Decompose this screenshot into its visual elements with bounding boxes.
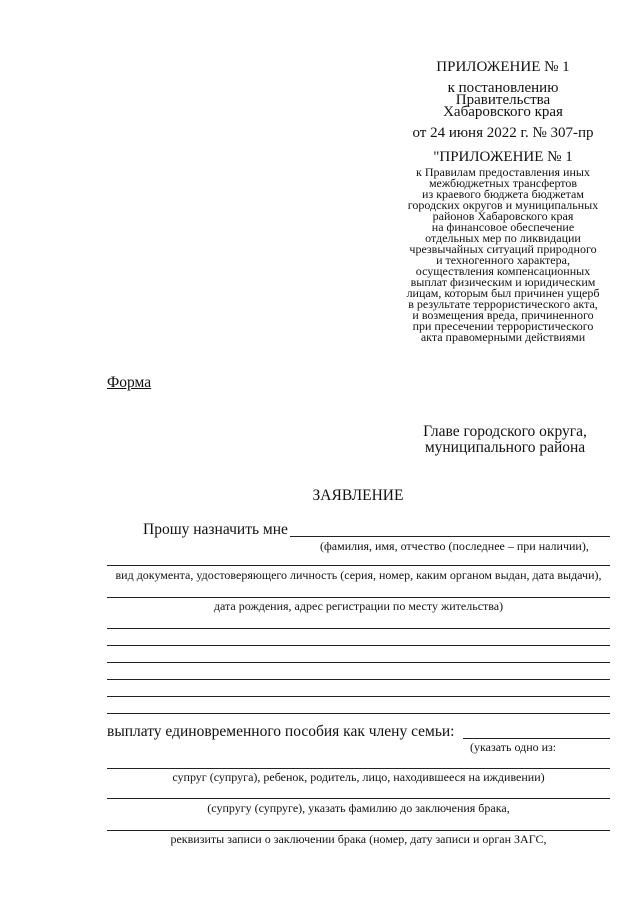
appendix-title: ПРИЛОЖЕНИЕ № 1 bbox=[436, 59, 570, 75]
payment-label: выплату единовременного пособия как члену семьи: bbox=[107, 723, 455, 740]
relation-detail-input-line[interactable] bbox=[107, 768, 610, 769]
rules-line: отдельных мер по ликвидации bbox=[425, 231, 581, 245]
addressee bbox=[410, 424, 600, 456]
rules-line: к Правилам предоставления иных bbox=[416, 165, 590, 179]
rules-line: и техногенного характера, bbox=[436, 253, 570, 267]
rules-line: лицам, которым был причинен ущерб bbox=[406, 286, 600, 300]
rules-line: районов Хабаровского края bbox=[432, 209, 574, 223]
document-title: ЗАЯВЛЕНИЕ bbox=[312, 487, 404, 504]
document-input-line[interactable] bbox=[107, 565, 610, 566]
blank-input-line[interactable] bbox=[107, 713, 610, 714]
rules-line: в результате террористического акта, bbox=[408, 297, 598, 311]
maiden-name-input-line[interactable] bbox=[107, 798, 610, 799]
rules-line: осуществления компенсационных bbox=[415, 264, 591, 278]
resolution-line-2: Правительства bbox=[455, 92, 551, 108]
resolution-line-1: к постановлению bbox=[447, 80, 559, 96]
blank-input-line[interactable] bbox=[107, 696, 610, 697]
relation-input-line[interactable] bbox=[463, 738, 610, 739]
rules-line: чрезвычайных ситуаций природного bbox=[409, 242, 597, 256]
fio-input-line[interactable] bbox=[290, 536, 610, 537]
birth-address-input-line[interactable] bbox=[107, 597, 610, 598]
request-label: Прошу назначить мне bbox=[143, 521, 288, 538]
rules-line: городских округов и муниципальных bbox=[407, 198, 599, 212]
rules-line: и возмещения вреда, причиненного bbox=[412, 308, 594, 322]
caption-relation: супруг (супруга), ребенок, родитель, лицо, находившееся на иждивении) bbox=[172, 770, 545, 784]
rules-line: выплат физическим и юридическим bbox=[410, 275, 596, 289]
addressee-line-2: муниципального района bbox=[424, 439, 586, 456]
caption-fio: (фамилия, имя, отчество (последнее – при наличии), bbox=[320, 539, 589, 553]
caption-specify: (указать одно из: bbox=[470, 740, 557, 754]
caption-maiden-name: (супругу (супруге), указать фамилию до заключения брака, bbox=[207, 801, 510, 815]
resolution-line-3: Хабаровского края bbox=[443, 104, 563, 120]
blank-input-line[interactable] bbox=[107, 645, 610, 646]
caption-document: вид документа, удостоверяющего личность (серия, номер, каким органом выдан, дата выдачи), bbox=[115, 568, 602, 582]
blank-input-line[interactable] bbox=[107, 628, 610, 629]
resolution-date: от 24 июня 2022 г. № 307-пр bbox=[412, 125, 594, 141]
marriage-record-input-line[interactable] bbox=[107, 830, 610, 831]
rules-line: при пресечении террористического bbox=[412, 319, 594, 333]
blank-input-line[interactable] bbox=[107, 662, 610, 663]
blank-input-line[interactable] bbox=[107, 679, 610, 680]
addressee-line-1: Главе городского округа, bbox=[423, 423, 587, 440]
rules-text bbox=[392, 167, 614, 343]
appendix-title-2: "ПРИЛОЖЕНИЕ № 1 bbox=[433, 149, 573, 165]
caption-marriage-record: реквизиты записи о заключении брака (номер, дату записи и орган ЗАГС, bbox=[170, 832, 547, 846]
rules-line: межбюджетных трансфертов bbox=[428, 176, 578, 190]
form-label: Форма bbox=[107, 374, 152, 391]
caption-birth-address: дата рождения, адрес регистрации по месту жительства) bbox=[213, 599, 504, 613]
rules-line: на финансовое обеспечение bbox=[431, 220, 575, 234]
rules-line: акта правомерными действиями bbox=[420, 330, 586, 344]
rules-line: из краевого бюджета бюджетам bbox=[422, 187, 584, 201]
